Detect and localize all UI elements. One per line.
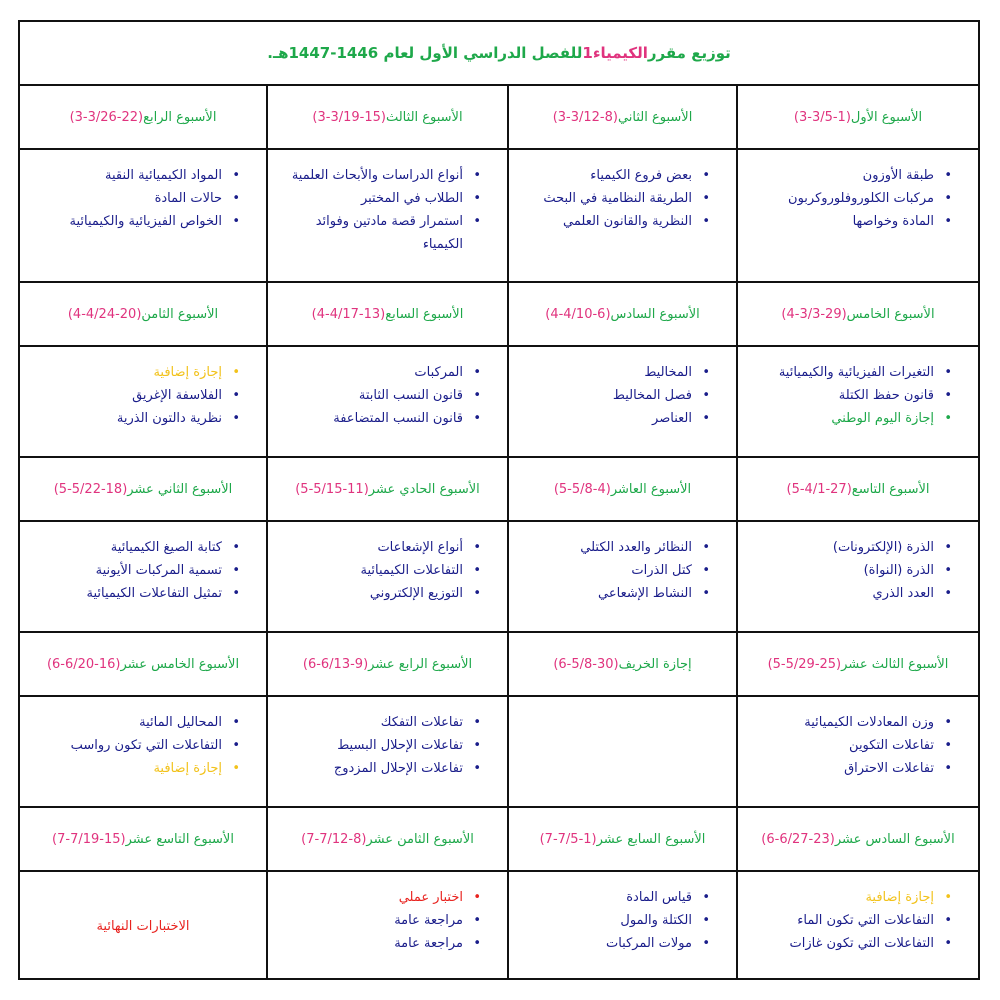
week-dates: (6-6/20-16) [46,656,121,672]
week-dates: (4-4/17-13) [311,306,386,322]
week-topics [736,522,978,633]
week-dates: (5-4/1-27) [786,481,852,497]
week-label: الأسبوع الحادي عشر [368,481,480,497]
topic-item: • قياس المادة [519,886,718,909]
topic-item: • التفاعلات التي تكون رواسب [30,734,248,757]
week-topics [736,872,978,980]
topic-item: • قانون حفظ الكتلة [748,384,960,407]
topic-item: • التفاعلات الكيميائية [278,559,489,582]
week-label: الأسبوع السابع عشر [596,831,706,847]
schedule-table [18,20,980,980]
topic-item: • مولات المركبات [519,932,718,955]
topic-list [278,711,489,780]
topic-item: • كتل الذرات [519,559,718,582]
topic-item: • مراجعة عامة [278,909,489,932]
topic-item: • تفاعلات التفكك [278,711,489,734]
topic-list [748,361,960,430]
week-dates: (3-3/5-1) [793,109,851,125]
topic-list [278,536,489,605]
topic-list [519,536,718,605]
topic-list [30,361,248,430]
topic-item: • فصل المخاليط [519,384,718,407]
topic-item: • إجازة إضافية [30,361,248,384]
topic-item: • الذرة (النواة) [748,559,960,582]
week-topics [266,347,507,458]
week-label: الأسبوع الرابع [143,109,217,125]
week-label: الأسبوع الثامن عشر [366,831,474,847]
week-topics [736,697,978,808]
topic-item: • وزن المعادلات الكيميائية [748,711,960,734]
week-header [507,633,736,697]
topic-item: • نظرية دالتون الذرية [30,407,248,430]
week-label: الأسبوع السادس [610,306,700,322]
weeks-grid [20,86,978,980]
week-dates: (4-3/3-29) [781,306,847,322]
topic-item: • النظرية والقانون العلمي [519,210,718,233]
topic-list [519,164,718,233]
week-topics [736,347,978,458]
topic-item: • العدد الذري [748,582,960,605]
week-dates: (6-6/27-23) [761,831,835,847]
topic-list [519,361,718,430]
week-header [20,458,266,522]
week-dates: (6-6/13-9) [302,656,369,672]
week-header [266,283,507,347]
topic-item: • الطلاب في المختبر [278,187,489,210]
week-header [20,808,266,872]
topic-item: • قانون النسب الثابتة [278,384,489,407]
week-dates: (7-7/19-15) [52,831,126,847]
topic-item: • إجازة إضافية [30,757,248,780]
week-header [507,86,736,150]
topic-item: • المركبات [278,361,489,384]
week-topics [507,150,736,283]
week-dates: (6-5/8-30) [553,656,619,672]
week-label: الأسبوع العاشر [610,481,692,497]
topic-item: • اختبار عملي [278,886,489,909]
topic-item: • الخواص الفيزيائية والكيميائية [30,210,248,233]
week-dates: (4-4/24-20) [67,306,142,322]
week-header [507,808,736,872]
week-header [507,458,736,522]
topic-list [748,536,960,605]
week-topics [20,522,266,633]
week-topics [266,697,507,808]
topic-list [30,536,248,605]
topic-item: • الطريقة النظامية في البحث [519,187,718,210]
week-label: الأسبوع السادس عشر [834,831,955,847]
topic-item: • إجازة إضافية [748,886,960,909]
week-topics [20,872,266,980]
topic-item: • تسمية المركبات الأيونية [30,559,248,582]
topic-item: • المحاليل المائية [30,711,248,734]
topic-item: • إجازة اليوم الوطني [748,407,960,430]
topic-item: • تمثيل التفاعلات الكيميائية [30,582,248,605]
topic-item: • تفاعلات الاحتراق [748,757,960,780]
topic-item: • قانون النسب المتضاعفة [278,407,489,430]
topic-item: • الفلاسفة الإغريق [30,384,248,407]
week-topics [20,697,266,808]
topic-item: • طبقة الأوزون [748,164,960,187]
topic-item: • المادة وخواصها [748,210,960,233]
week-dates: (3-3/19-15) [312,109,386,125]
week-topics [507,347,736,458]
week-header [266,633,507,697]
week-label: الأسبوع الخامس عشر [120,656,240,672]
topic-list [519,886,718,955]
week-label: الأسبوع التاسع [851,481,930,497]
topic-list [278,361,489,430]
week-header [736,808,978,872]
week-dates: (3-3/12-8) [552,109,618,125]
week-label: الأسبوع الثالث عشر [841,656,949,672]
topic-item: • أنواع الدراسات والأبحاث العلمية [278,164,489,187]
topic-item: • الذرة (الإلكترونات) [748,536,960,559]
final-exams-label: الاختبارات النهائية [96,918,190,934]
week-topics [266,150,507,283]
week-header [736,86,978,150]
topic-item: • التغيرات الفيزيائية والكيميائية [748,361,960,384]
topic-item: • المواد الكيميائية النقية [30,164,248,187]
week-header [20,633,266,697]
week-header [736,283,978,347]
week-label: الأسبوع الثاني عشر [127,481,233,497]
week-label: الأسبوع التاسع عشر [125,831,234,847]
topic-item: • استمرار قصة مادتين وفوائد الكيمياء [278,210,489,256]
week-dates: (5-5/29-25) [767,656,842,672]
week-label: الأسبوع الرابع عشر [368,656,473,672]
topic-list [748,886,960,955]
topic-item: • المخاليط [519,361,718,384]
week-label: الأسبوع الثامن [141,306,219,322]
week-header [736,458,978,522]
week-label: الأسبوع الثالث [385,109,463,125]
title-part1: توزيع مقرر [647,44,731,62]
topic-list [278,164,489,256]
title-part2: للفصل الدراسي الأول لعام 1446-1447هـ. [267,44,583,62]
topic-item: • النظائر والعدد الكتلي [519,536,718,559]
week-label: الأسبوع الأول [850,109,923,125]
week-topics [266,872,507,980]
topic-item: • النشاط الإشعاعي [519,582,718,605]
topic-list [278,886,489,955]
topic-list [748,711,960,780]
page-title [20,22,978,86]
week-topics [507,522,736,633]
week-dates: (7-7/5-1) [539,831,597,847]
topic-item: • مراجعة عامة [278,932,489,955]
topic-item: • كتابة الصيغ الكيميائية [30,536,248,559]
week-header [266,458,507,522]
topic-item: • التفاعلات التي تكون الماء [748,909,960,932]
topic-item: • العناصر [519,407,718,430]
week-header [20,283,266,347]
topic-item: • حالات المادة [30,187,248,210]
topic-list [30,711,248,780]
week-topics [507,872,736,980]
week-topics [736,150,978,283]
week-dates: (5-5/22-18) [53,481,128,497]
week-header [736,633,978,697]
topic-item: • بعض فروع الكيمياء [519,164,718,187]
title-course: الكيمياء1 [582,44,648,62]
week-dates: (5-5/8-4) [553,481,611,497]
week-topics [507,697,736,808]
topic-item: • التفاعلات التي تكون غازات [748,932,960,955]
week-header [20,86,266,150]
week-label: إجازة الخريف [618,656,692,672]
week-header [507,283,736,347]
week-dates: (3-3/26-22) [69,109,144,125]
week-label: الأسبوع الخامس [846,306,935,322]
topic-item: • الكتلة والمول [519,909,718,932]
topic-item: • تفاعلات التكوين [748,734,960,757]
week-label: الأسبوع السابع [385,306,464,322]
week-dates: (7-7/12-8) [301,831,367,847]
week-topics [20,347,266,458]
topic-list [30,164,248,233]
week-label: الأسبوع الثاني [617,109,693,125]
week-header [266,86,507,150]
topic-list [748,164,960,233]
topic-item: • تفاعلات الإحلال المزدوج [278,757,489,780]
week-topics [20,150,266,283]
topic-item: • تفاعلات الإحلال البسيط [278,734,489,757]
topic-item: • التوزيع الإلكتروني [278,582,489,605]
week-header [266,808,507,872]
week-dates: (4-4/10-6) [545,306,611,322]
topic-item: • مركبات الكلوروفلوروكربون [748,187,960,210]
week-dates: (5-5/15-11) [295,481,369,497]
topic-item: • أنواع الإشعاعات [278,536,489,559]
week-topics [266,522,507,633]
